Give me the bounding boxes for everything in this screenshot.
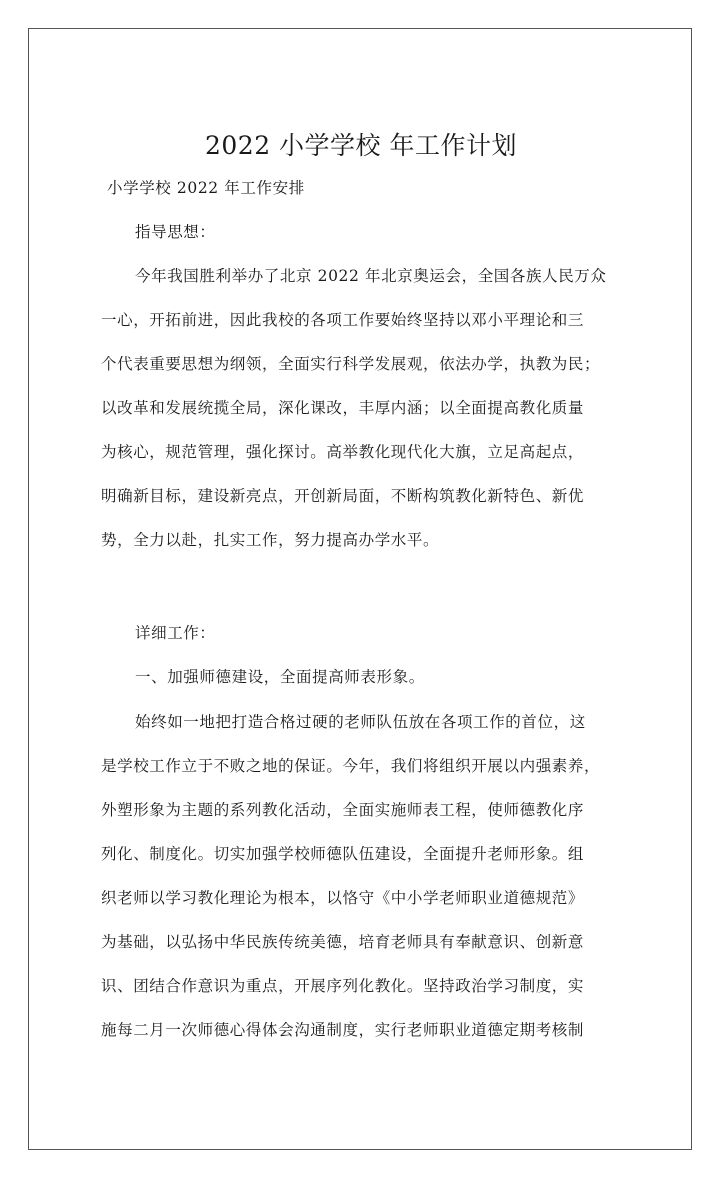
paragraph-line: 个代表重要思想为纲领，全面实行科学发展观，依法办学，执教为民； — [101, 355, 601, 373]
detail-heading: 详细工作： — [135, 624, 216, 642]
paragraph-line: 施每二月一次师德心得体会沟通制度，实行老师职业道德定期考核制 — [101, 1021, 585, 1039]
paragraph-line: 识、团结合作意识为重点，开展序列化教化。坚持政治学习制度，实 — [101, 977, 585, 995]
paragraph-line: 始终如一地把打造合格过硬的老师队伍放在各项工作的首位，这 — [135, 713, 586, 731]
paragraph-line: 一心，开拓前进，因此我校的各项工作要始终坚持以邓小平理论和三 — [101, 311, 585, 329]
guiding-heading: 指导思想： — [135, 223, 216, 241]
paragraph-line: 外塑形象为主题的系列教化活动，全面实施师表工程，使师德教化序 — [101, 801, 585, 819]
paragraph-line: 列化、制度化。切实加强学校师德队伍建设，全面提升老师形象。组 — [101, 845, 585, 863]
paragraph-line: 以改革和发展统揽全局，深化课改，丰厚内涵；以全面提高教化质量 — [101, 399, 585, 417]
paragraph-line: 为核心，规范管理，强化探讨。高举教化现代化大旗，立足高起点， — [101, 443, 585, 461]
paragraph-line: 明确新目标，建设新亮点，开创新局面，不断构筑教化新特色、新优 — [101, 487, 585, 505]
paragraph-line: 今年我国胜利举办了北京 2022 年北京奥运会，全国各族人民万众 — [135, 267, 607, 285]
paragraph-line: 是学校工作立于不败之地的保证。今年，我们将组织开展以内强素养， — [101, 757, 601, 775]
document-page — [28, 28, 692, 1150]
section-heading: 一、加强师德建设，全面提高师表形象。 — [135, 668, 425, 686]
document-subtitle: 小学学校 2022 年工作安排 — [107, 179, 305, 197]
paragraph-line: 势，全力以赴，扎实工作，努力提高办学水平。 — [101, 531, 440, 549]
paragraph-line: 织老师以学习教化理论为根本，以恪守《中小学老师职业道德规范》 — [101, 889, 585, 907]
document-title: 2022 小学学校 年工作计划 — [204, 131, 518, 160]
paragraph-line: 为基础，以弘扬中华民族传统美德，培育老师具有奉献意识、创新意 — [101, 933, 585, 951]
